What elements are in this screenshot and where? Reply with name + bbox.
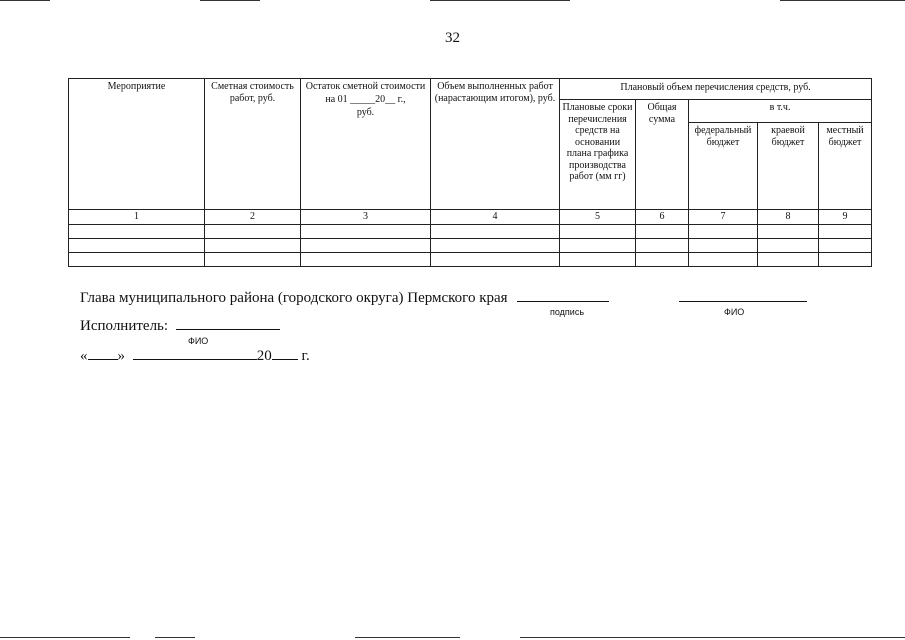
year-blank[interactable] [272,359,298,360]
table-cell[interactable] [431,239,560,253]
head-signature-line [80,290,807,307]
table-cell[interactable] [636,253,689,267]
scan-edge-line [355,637,460,638]
table-cell[interactable] [301,253,431,267]
table-cell[interactable] [689,239,758,253]
column-number: 1 [69,210,205,225]
day-blank[interactable] [88,359,118,360]
header-local-budget: местный бюджет [819,123,872,210]
table-cell[interactable] [69,239,205,253]
header-planned-terms: Плановые сроки перечисления средств на основании плана графика производства работ (мм гг) [560,100,636,210]
executor-name-blank[interactable] [176,329,280,330]
header-work-volume: Объем выполненных работ (нарастающим итогом), руб. [431,79,560,210]
table-cell[interactable] [636,225,689,239]
date-year-prefix: 20 [256,348,272,364]
scan-edge-line [520,637,905,638]
column-number: 7 [689,210,758,225]
signature-blank[interactable] [517,301,609,302]
table-cell[interactable] [819,225,872,239]
table-cell[interactable] [758,239,819,253]
scan-edge-line [0,637,130,638]
header-estimated-cost: Сметная стоимость работ, руб. [205,79,301,210]
header-regional-budget: краевой бюджет [758,123,819,210]
date-suffix: г. [301,348,310,364]
head-title: Глава муниципального района (городского округа) Пермского края [80,290,508,306]
table-cell[interactable] [69,253,205,267]
header-remaining-cost-line2: на 01 _____20__ г., [325,93,406,105]
header-planned-transfer: Плановый объем перечисления средств, руб. [560,79,872,100]
date-line [80,348,310,365]
table-row [69,239,872,253]
header-remaining-cost-line3: руб. [356,107,375,118]
header-row-1 [69,79,872,100]
header-federal-budget: федеральный бюджет [689,123,758,210]
table-cell[interactable] [689,253,758,267]
column-number: 6 [636,210,689,225]
table-cell[interactable] [819,239,872,253]
name-caption: ФИО [724,307,745,317]
header-including: в т.ч. [689,100,872,123]
table-row [69,225,872,239]
column-number: 4 [431,210,560,225]
table-row [69,253,872,267]
transfer-plan-table [68,78,872,267]
table-cell[interactable] [205,239,301,253]
column-number-row [69,210,872,225]
scan-edge-line [200,0,260,1]
executor-line [80,318,280,335]
table-cell[interactable] [301,239,431,253]
header-remaining-cost-line1: Остаток сметной стоимости [305,81,426,92]
table-cell[interactable] [205,225,301,239]
table-cell[interactable] [758,253,819,267]
scan-edge-line [780,0,905,1]
date-open-quote: « [80,348,88,364]
column-number: 5 [560,210,636,225]
page-number: 32 [445,30,460,46]
table-cell[interactable] [560,225,636,239]
table-cell[interactable] [431,225,560,239]
executor-label: Исполнитель: [80,318,169,334]
scan-edge-line [155,637,195,638]
month-blank[interactable] [133,359,257,360]
executor-name-caption: ФИО [188,336,209,346]
column-number: 3 [301,210,431,225]
table-cell[interactable] [819,253,872,267]
column-number: 2 [205,210,301,225]
table-cell[interactable] [431,253,560,267]
table-cell[interactable] [69,225,205,239]
column-number: 9 [819,210,872,225]
table-cell[interactable] [560,253,636,267]
table-cell[interactable] [758,225,819,239]
signature-caption: подпись [550,307,585,317]
table-cell[interactable] [301,225,431,239]
header-remaining-cost [301,79,431,210]
date-close-quote: » [117,348,125,364]
table-cell[interactable] [560,239,636,253]
scan-edge-line [0,0,50,1]
table-cell[interactable] [205,253,301,267]
column-number: 8 [758,210,819,225]
table-cell[interactable] [689,225,758,239]
header-measure: Мероприятие [69,79,205,210]
name-blank[interactable] [679,301,807,302]
table-cell[interactable] [636,239,689,253]
header-total-sum: Общая сумма [636,100,689,210]
scan-edge-line [430,0,570,1]
